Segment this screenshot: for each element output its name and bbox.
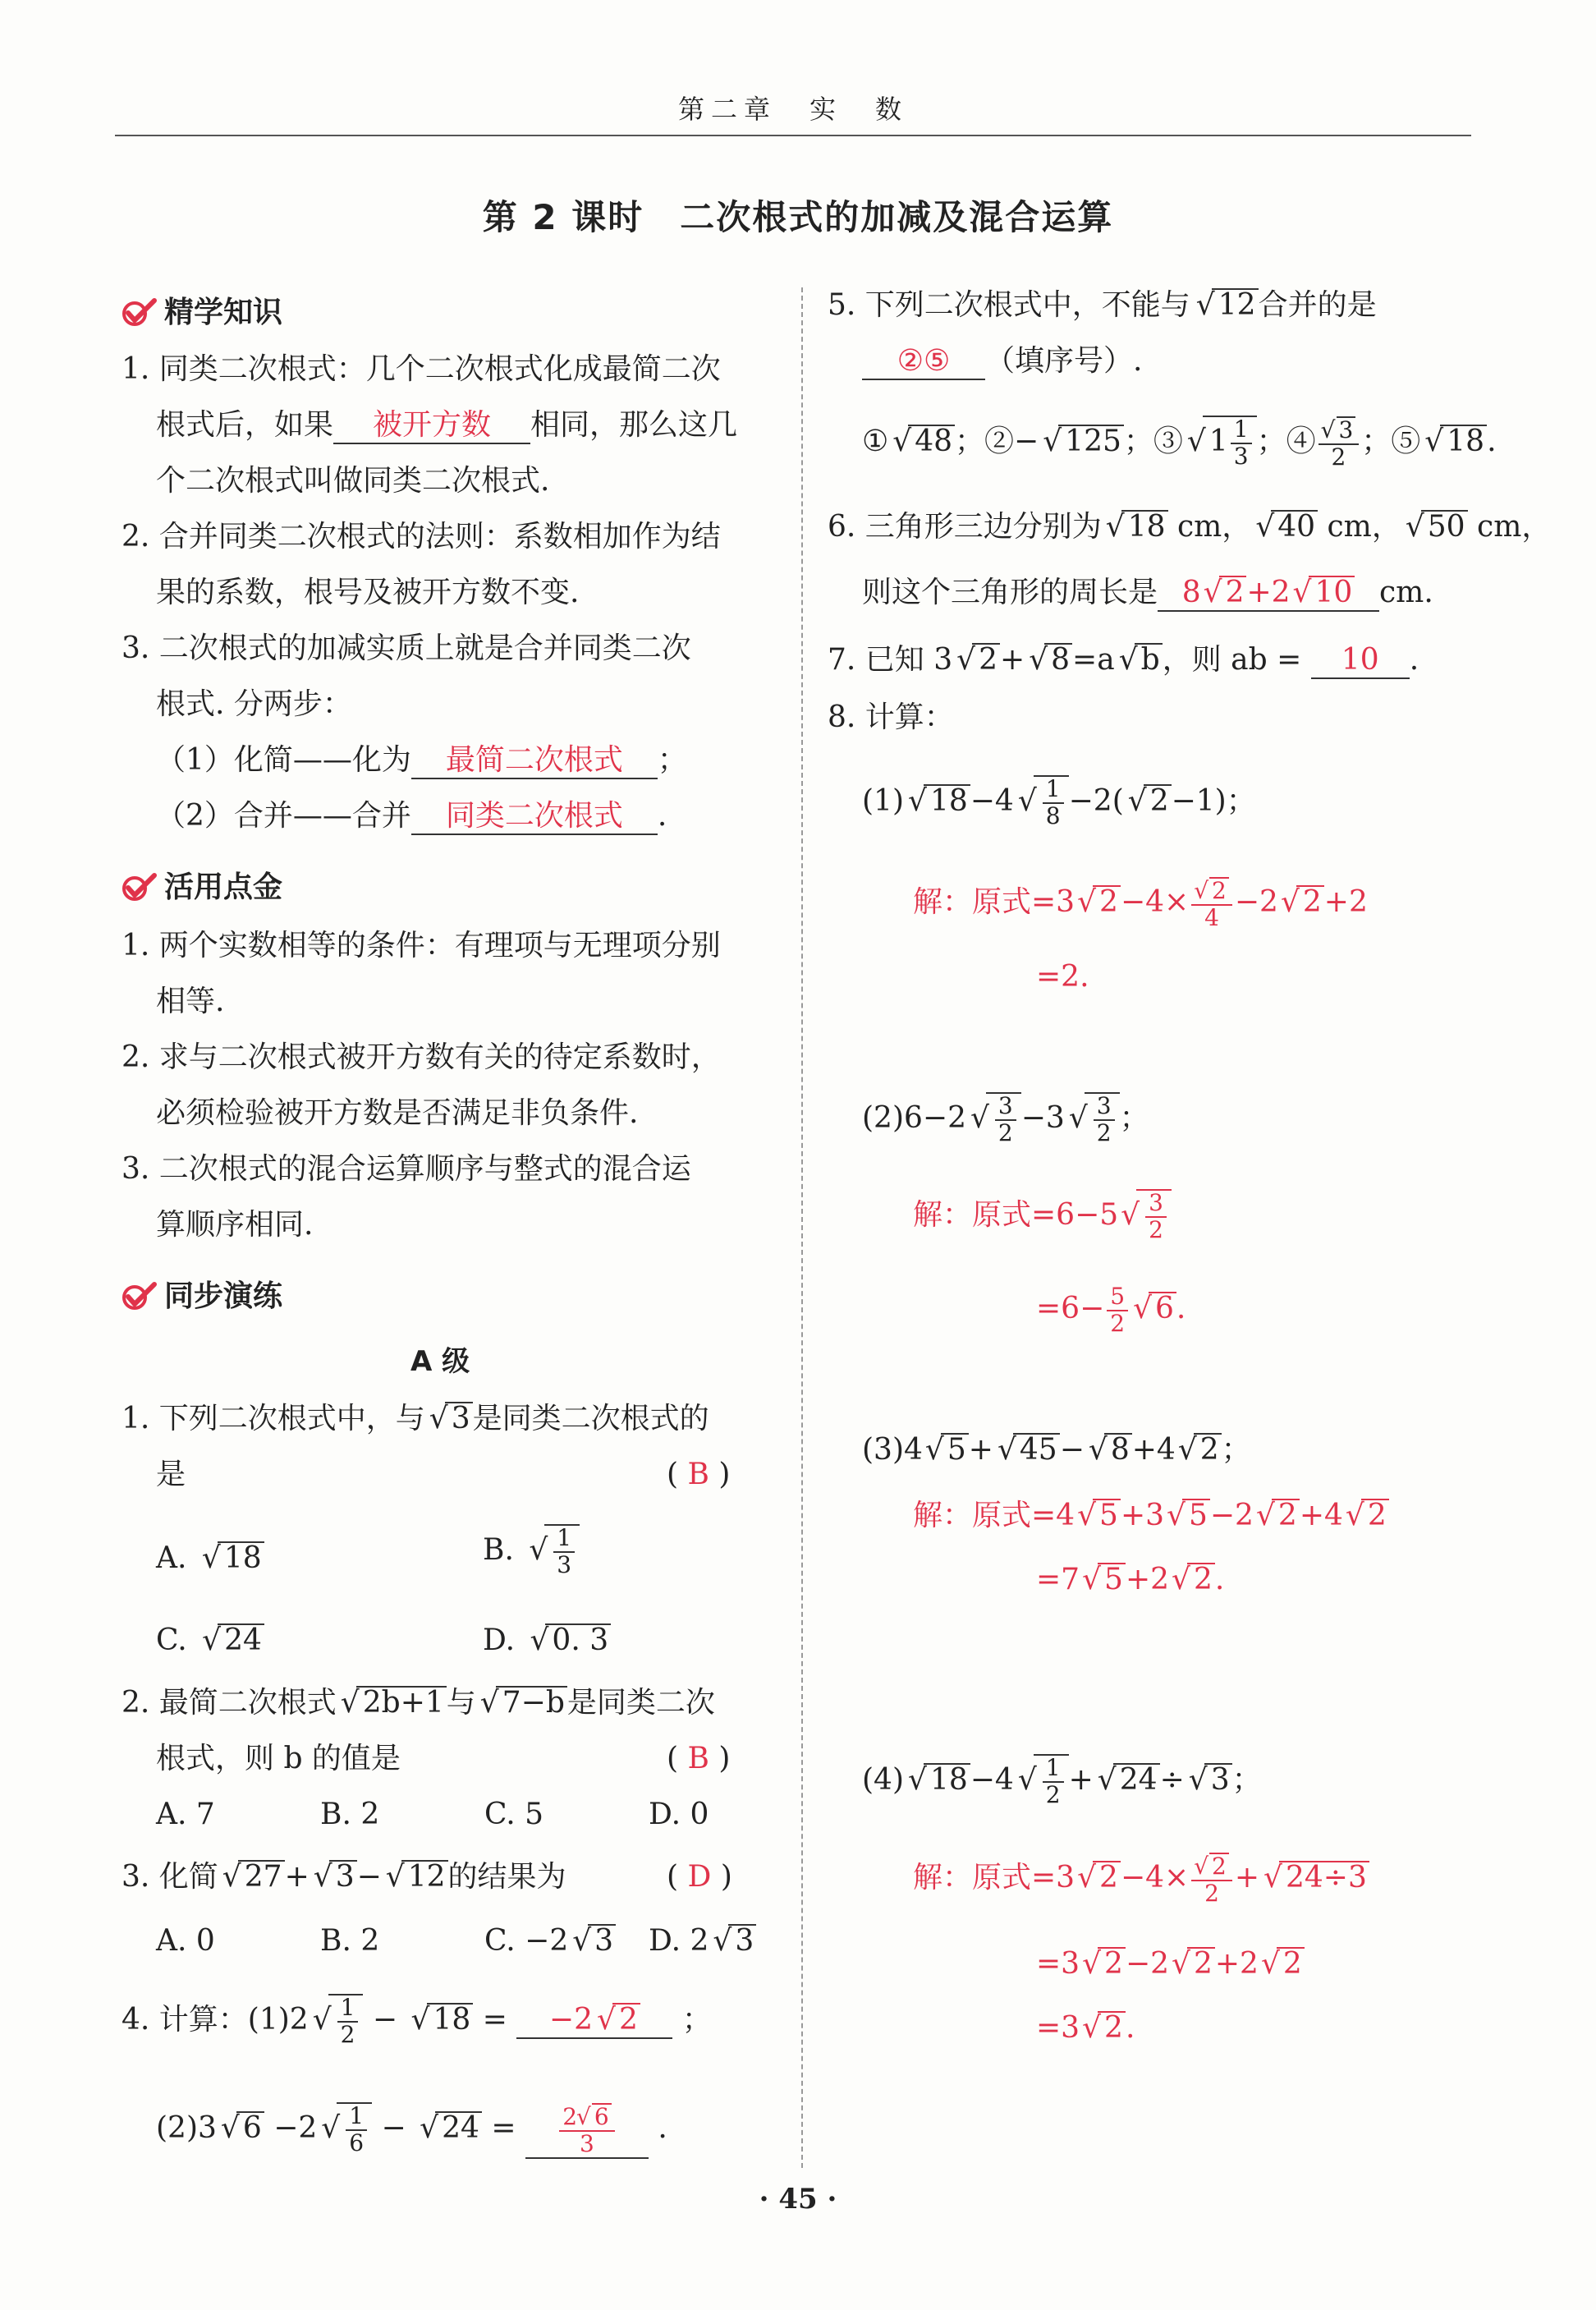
answer-blank[interactable]: ②⑤ (862, 343, 985, 380)
q3-option-b[interactable]: B. 2 (320, 1924, 380, 1958)
q8-heading: 8. 计算： (828, 700, 954, 734)
answer-blank[interactable]: 被开方数 (333, 407, 530, 444)
q2-option-d[interactable]: D. 0 (649, 1798, 709, 1831)
q8-2-problem: (2)6−2 √ $\frac{3}{2}$ −3 √ $\frac{3}{2}$ ； (862, 1092, 1149, 1146)
q5-line1: 5. 下列二次根式中，不能与√ 12合并的是 (828, 287, 1377, 323)
q4-part1: 4. 计算：(1)2 √ $\frac{1}{2}$ − √ 18 = −2√ 2 ； (122, 1994, 712, 2048)
q2-line2: 根式，则 b 的值是 (156, 1742, 401, 1775)
q8-4-solution-line1: 解：原式=3√ 2−4× √ $\frac{2}{2}$ +√ 24÷3 (913, 1853, 1369, 1907)
q3-option-d[interactable]: D. 2√ 3 (649, 1923, 756, 1959)
section-heading-practice (122, 1273, 282, 1315)
section-heading-study (122, 289, 282, 331)
q1-answer: ( B ) (667, 1458, 731, 1491)
q2-option-b[interactable]: B. 2 (320, 1798, 380, 1831)
q3-answer: ( D ) (667, 1860, 732, 1894)
knowledge-2-line1: 2. 合并同类二次根式的法则：系数相加作为结 (122, 520, 721, 553)
answer-blank[interactable]: $\frac{2√ 6}{3}$ (525, 2103, 649, 2159)
q8-4-problem: (4)√ 18−4 √ $\frac{1}{2}$ +√ 24÷√ 3； (862, 1754, 1262, 1808)
answer-blank[interactable]: 同类二次根式 (411, 798, 658, 835)
column-divider (801, 287, 803, 2168)
q1-option-a[interactable]: A. √ 18 (156, 1541, 264, 1576)
running-header: 第二章 实 数 (677, 94, 908, 125)
q5-options: ①√ 48；②−√ 125；③√ 1 $\frac{1}{3}$ ；④ √ $\frac{3}{2}$ ；⑤√ 18. (862, 416, 1497, 471)
q4-part2: (2)3√ 6 −2 √ $\frac{1}{6}$ − √ 24 = $\frac{2√ 6}{3}$ . (156, 2102, 667, 2159)
answer-blank[interactable]: 10 (1311, 642, 1410, 679)
knowledge-2-line2: 果的系数，根号及被开方数不变. (156, 576, 580, 609)
q5-line2: ②⑤ （填序号）. (862, 343, 1142, 380)
answer-blank[interactable]: −2√ 2 (516, 2002, 672, 2039)
tip-2-line2: 必须检验被开方数是否满足非负条件. (156, 1096, 639, 1130)
tip-2-line1: 2. 求与二次根式被开方数有关的待定系数时， (122, 1040, 721, 1074)
q3-line1: 3. 化简√ 27+√ 3−√ 12的结果为 (122, 1859, 566, 1894)
q1-option-c[interactable]: C. √ 24 (156, 1623, 264, 1658)
section-heading-tips (122, 864, 282, 906)
q6-line2: 则这个三角形的周长是 8√ 2+2√ 10 cm. (862, 575, 1433, 612)
answer-blank[interactable]: 8√ 2+2√ 10 (1158, 575, 1379, 612)
heading-text: 同步演练 (164, 1279, 283, 1313)
knowledge-3-line1: 3. 二次根式的加减实质上就是合并同类二次 (122, 631, 691, 665)
q2-option-a[interactable]: A. 7 (156, 1798, 215, 1831)
lesson-title: 第 2 课时 二次根式的加减及混合运算 (482, 197, 1114, 237)
header-rule (115, 135, 1471, 136)
q1-option-b[interactable]: B. √ $\frac{1}{3}$ (483, 1524, 580, 1578)
q2-line1: 2. 最简二次根式√ 2b+1与√ 7−b是同类二次 (122, 1685, 715, 1720)
q1-line1: 1. 下列二次根式中，与√ 3是同类二次根式的 (122, 1401, 709, 1436)
q1-line2: 是 (156, 1458, 186, 1491)
q3-option-c[interactable]: C. −2√ 3 (484, 1923, 616, 1959)
knowledge-1-line1: 1. 同类二次根式：几个二次根式化成最简二次 (122, 352, 721, 386)
q2-answer: ( B ) (667, 1742, 731, 1775)
knowledge-3-line2: 根式. 分两步： (156, 687, 352, 721)
checkmark-icon (122, 1281, 158, 1311)
q7: 7. 已知 3√ 2+√ 8=a√ b，则 ab = 10 . (828, 642, 1419, 679)
knowledge-1-line3: 个二次根式叫做同类二次根式. (156, 464, 550, 498)
tip-3-line1: 3. 二次根式的混合运算顺序与整式的混合运 (122, 1152, 691, 1186)
q8-3-solution-line1: 解：原式=4√ 5+3√ 5−2√ 2+4√ 2 (913, 1498, 1389, 1533)
q8-3-solution-line2: =7√ 5+2√ 2. (1036, 1562, 1224, 1597)
tip-1-line2: 相等. (156, 985, 225, 1018)
q6-line1: 6. 三角形三边分别为√ 18 cm，√ 40 cm，√ 50 cm， (828, 509, 1551, 544)
q8-4-solution-line3: =3√ 2. (1036, 2010, 1135, 2046)
tip-1-line1: 1. 两个实数相等的条件：有理项与无理项分别 (122, 929, 721, 962)
q8-4-solution-line2: =3√ 2−2√ 2+2√ 2 (1036, 1946, 1305, 1982)
answer-blank[interactable]: 最简二次根式 (411, 742, 658, 779)
checkmark-icon (122, 297, 158, 327)
q8-3-problem: (3)4√ 5+√ 45−√ 8+4√ 2； (862, 1432, 1251, 1467)
level-label: A 级 (410, 1345, 470, 1378)
q2-option-c[interactable]: C. 5 (484, 1798, 544, 1831)
knowledge-3-step1: （1）化简——化为 最简二次根式 ； (156, 742, 687, 779)
knowledge-1-line2: 根式后，如果 被开方数 相同，那么这几 (156, 407, 737, 444)
q8-1-solution-line1: 解：原式=3√ 2−4× √ $\frac{2}{4}$ −2√ 2+2 (913, 877, 1368, 931)
q8-1-problem: (1)√ 18−4 √ $\frac{1}{8}$ −2(√ 2−1)； (862, 775, 1256, 829)
q8-2-solution-line2: =6− $\frac{5}{2}$ √ 6. (1036, 1284, 1186, 1337)
heading-text: 活用点金 (164, 870, 283, 904)
tip-3-line2: 算顺序相同. (156, 1208, 314, 1242)
q8-2-solution-line1: 解：原式=6−5 √ $\frac{3}{2}$ (913, 1189, 1172, 1243)
knowledge-3-step2: （2）合并——合并 同类二次根式 . (156, 798, 667, 835)
q8-1-solution-line2: =2. (1036, 960, 1089, 994)
page-number: · 45 · (759, 2183, 837, 2216)
checkmark-icon (122, 872, 158, 902)
heading-text: 精学知识 (164, 296, 283, 329)
q1-option-d[interactable]: D. √ 0. 3 (483, 1623, 611, 1658)
q3-option-a[interactable]: A. 0 (156, 1924, 215, 1958)
